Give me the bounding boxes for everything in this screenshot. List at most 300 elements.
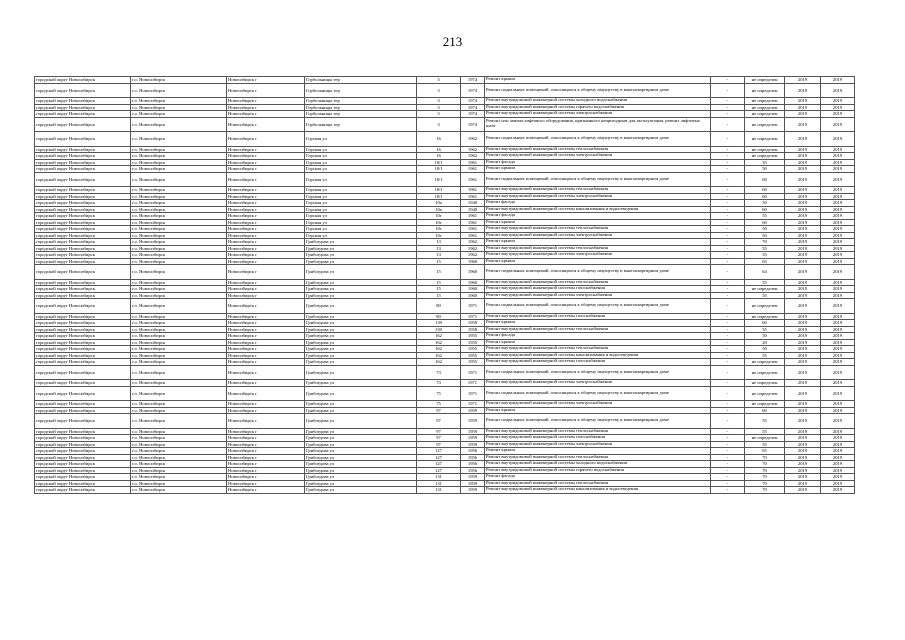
- dash-cell: -: [711, 153, 745, 160]
- street-cell: Горская ул: [305, 187, 417, 194]
- city-cell: Новосибирск г: [227, 265, 305, 280]
- plan-year-start-cell: 2019: [785, 200, 821, 207]
- wear-value-cell: не определен: [745, 104, 785, 111]
- dash-cell: -: [711, 480, 745, 487]
- plan-year-end-cell: 2019: [821, 166, 855, 173]
- wear-value-cell: не определен: [745, 365, 785, 380]
- city-cell: Новосибирск г: [227, 219, 305, 226]
- street-cell: Грибоедова ул: [305, 339, 417, 346]
- city-cell: Новосибирск г: [227, 286, 305, 293]
- house-number-cell: 97: [417, 414, 461, 429]
- wear-value-cell: 50: [745, 346, 785, 353]
- municipal-district-cell: городской округ Новосибирск: [35, 83, 131, 98]
- street-cell: Грибоедова ул: [305, 407, 417, 414]
- municipal-district-cell: городской округ Новосибирск: [35, 352, 131, 359]
- municipal-district-cell: городской округ Новосибирск: [35, 359, 131, 366]
- dash-cell: -: [711, 111, 745, 118]
- plan-year-end-cell: 2019: [821, 386, 855, 401]
- plan-year-start-cell: 2019: [785, 386, 821, 401]
- street-cell: Горбольницы тер: [305, 98, 417, 105]
- municipal-district-cell: городской округ Новосибирск: [35, 265, 131, 280]
- city-cell: Новосибирск г: [227, 454, 305, 461]
- city-cell: Новосибирск г: [227, 258, 305, 265]
- build-year-cell: 1971: [461, 386, 485, 401]
- dash-cell: -: [711, 407, 745, 414]
- plan-year-end-cell: 2019: [821, 401, 855, 408]
- city-cell: Новосибирск г: [227, 252, 305, 259]
- house-number-cell: 16: [417, 146, 461, 153]
- settlement-cell: г.о. Новосибирск: [131, 380, 227, 387]
- plan-year-end-cell: 2019: [821, 265, 855, 280]
- table-row: [35, 365, 855, 380]
- dash-cell: -: [711, 326, 745, 333]
- dash-cell: -: [711, 265, 745, 280]
- settlement-cell: г.о. Новосибирск: [131, 448, 227, 455]
- build-year-cell: 1961: [461, 193, 485, 200]
- build-year-cell: 1955: [461, 359, 485, 366]
- city-cell: Новосибирск г: [227, 339, 305, 346]
- municipal-district-cell: городской округ Новосибирск: [35, 104, 131, 111]
- wear-value-cell: не определен: [745, 435, 785, 442]
- settlement-cell: г.о. Новосибирск: [131, 232, 227, 239]
- settlement-cell: г.о. Новосибирск: [131, 299, 227, 314]
- municipal-district-cell: городской округ Новосибирск: [35, 219, 131, 226]
- street-cell: Грибоедова ул: [305, 239, 417, 246]
- street-cell: Горская ул: [305, 226, 417, 233]
- street-cell: Грибоедова ул: [305, 448, 417, 455]
- build-year-cell: 1959: [461, 407, 485, 414]
- work-type-cell: Ремонт внутридомовой инженерной системы теплоснабжения: [485, 226, 711, 233]
- dash-cell: -: [711, 117, 745, 132]
- work-type-cell: Ремонт внутридомовой инженерной системы газоснабжения: [485, 286, 711, 293]
- wear-value-cell: 70: [745, 239, 785, 246]
- wear-value-cell: не определен: [745, 132, 785, 147]
- house-number-cell: 131: [417, 487, 461, 494]
- plan-year-end-cell: 2019: [821, 299, 855, 314]
- municipal-district-cell: городской округ Новосибирск: [35, 258, 131, 265]
- municipal-district-cell: городской округ Новосибирск: [35, 279, 131, 286]
- dash-cell: -: [711, 467, 745, 474]
- house-number-cell: 73: [417, 380, 461, 387]
- municipal-district-cell: городской округ Новосибирск: [35, 286, 131, 293]
- wear-value-cell: 55: [745, 245, 785, 252]
- settlement-cell: г.о. Новосибирск: [131, 441, 227, 448]
- city-cell: Новосибирск г: [227, 428, 305, 435]
- dash-cell: -: [711, 333, 745, 340]
- wear-value-cell: не определен: [745, 386, 785, 401]
- work-type-cell: Ремонт крыши: [485, 166, 711, 173]
- table-row: [35, 299, 855, 314]
- build-year-cell: 1959: [461, 435, 485, 442]
- plan-year-start-cell: 2019: [785, 448, 821, 455]
- house-number-cell: 139: [417, 326, 461, 333]
- dash-cell: -: [711, 172, 745, 187]
- wear-value-cell: 60: [745, 172, 785, 187]
- work-type-cell: Ремонт внутридомовой инженерной системы теплоснабжения: [485, 326, 711, 333]
- municipal-district-cell: городской округ Новосибирск: [35, 487, 131, 494]
- dash-cell: -: [711, 252, 745, 259]
- dash-cell: -: [711, 365, 745, 380]
- plan-year-end-cell: 2019: [821, 111, 855, 118]
- plan-year-end-cell: 2019: [821, 159, 855, 166]
- plan-year-start-cell: 2019: [785, 166, 821, 173]
- wear-value-cell: 64: [745, 265, 785, 280]
- settlement-cell: г.о. Новосибирск: [131, 187, 227, 194]
- city-cell: Новосибирск г: [227, 333, 305, 340]
- street-cell: Горская ул: [305, 193, 417, 200]
- build-year-cell: 1974: [461, 77, 485, 84]
- settlement-cell: г.о. Новосибирск: [131, 193, 227, 200]
- work-type-cell: Ремонт подвальных помещений, относящихся к общему имуществу в многоквартирном доме: [485, 414, 711, 429]
- work-type-cell: Ремонт или замена лифтового оборудования, признанного непригодным для эксплуатации, ремонт лифтовых шахт: [485, 117, 711, 132]
- plan-year-end-cell: 2019: [821, 313, 855, 320]
- build-year-cell: 1960: [461, 265, 485, 280]
- plan-year-start-cell: 2019: [785, 428, 821, 435]
- settlement-cell: г.о. Новосибирск: [131, 407, 227, 414]
- settlement-cell: г.о. Новосибирск: [131, 252, 227, 259]
- work-type-cell: Ремонт фасада: [485, 474, 711, 481]
- street-cell: Грибоедова ул: [305, 454, 417, 461]
- plan-year-start-cell: 2019: [785, 414, 821, 429]
- municipal-district-cell: городской округ Новосибирск: [35, 320, 131, 327]
- plan-year-start-cell: 2019: [785, 487, 821, 494]
- city-cell: Новосибирск г: [227, 245, 305, 252]
- city-cell: Новосибирск г: [227, 435, 305, 442]
- build-year-cell: 1962: [461, 252, 485, 259]
- street-cell: Грибоедова ул: [305, 359, 417, 366]
- municipal-district-cell: городской округ Новосибирск: [35, 146, 131, 153]
- wear-value-cell: 60: [745, 206, 785, 213]
- plan-year-start-cell: 2019: [785, 326, 821, 333]
- street-cell: Горская ул: [305, 219, 417, 226]
- settlement-cell: г.о. Новосибирск: [131, 286, 227, 293]
- municipal-district-cell: городской округ Новосибирск: [35, 480, 131, 487]
- work-type-cell: Ремонт внутридомовой инженерной системы электроснабжения: [485, 401, 711, 408]
- plan-year-end-cell: 2019: [821, 239, 855, 246]
- plan-year-end-cell: 2019: [821, 448, 855, 455]
- house-number-cell: 3: [417, 111, 461, 118]
- municipal-district-cell: городской округ Новосибирск: [35, 159, 131, 166]
- settlement-cell: г.о. Новосибирск: [131, 414, 227, 429]
- dash-cell: -: [711, 166, 745, 173]
- settlement-cell: г.о. Новосибирск: [131, 401, 227, 408]
- wear-value-cell: не определен: [745, 313, 785, 320]
- build-year-cell: 1974: [461, 111, 485, 118]
- work-type-cell: Ремонт крыши: [485, 239, 711, 246]
- plan-year-start-cell: 2019: [785, 435, 821, 442]
- city-cell: Новосибирск г: [227, 313, 305, 320]
- municipal-district-cell: городской округ Новосибирск: [35, 386, 131, 401]
- municipal-district-cell: городской округ Новосибирск: [35, 454, 131, 461]
- city-cell: Новосибирск г: [227, 77, 305, 84]
- house-number-cell: 73: [417, 365, 461, 380]
- house-number-cell: 15: [417, 286, 461, 293]
- wear-value-cell: 50: [745, 226, 785, 233]
- work-type-cell: Ремонт крыши: [485, 448, 711, 455]
- build-year-cell: 1971: [461, 299, 485, 314]
- dash-cell: -: [711, 454, 745, 461]
- plan-year-start-cell: 2019: [785, 313, 821, 320]
- build-year-cell: 1962: [461, 146, 485, 153]
- municipal-district-cell: городской округ Новосибирск: [35, 461, 131, 468]
- municipal-district-cell: городской округ Новосибирск: [35, 166, 131, 173]
- city-cell: Новосибирск г: [227, 480, 305, 487]
- city-cell: Новосибирск г: [227, 146, 305, 153]
- plan-year-end-cell: 2019: [821, 407, 855, 414]
- municipal-district-cell: городской округ Новосибирск: [35, 172, 131, 187]
- plan-year-start-cell: 2019: [785, 159, 821, 166]
- build-year-cell: 1974: [461, 117, 485, 132]
- city-cell: Новосибирск г: [227, 279, 305, 286]
- house-number-cell: 131: [417, 480, 461, 487]
- work-type-cell: Ремонт внутридомовой инженерной системы горячего водоснабжения: [485, 104, 711, 111]
- settlement-cell: г.о. Новосибирск: [131, 219, 227, 226]
- city-cell: Новосибирск г: [227, 407, 305, 414]
- dash-cell: -: [711, 448, 745, 455]
- city-cell: Новосибирск г: [227, 487, 305, 494]
- house-number-cell: 15: [417, 258, 461, 265]
- build-year-cell: 1960: [461, 258, 485, 265]
- house-number-cell: 18/1: [417, 187, 461, 194]
- settlement-cell: г.о. Новосибирск: [131, 153, 227, 160]
- street-cell: Грибоедова ул: [305, 414, 417, 429]
- city-cell: Новосибирск г: [227, 467, 305, 474]
- dash-cell: -: [711, 380, 745, 387]
- wear-value-cell: 35: [745, 159, 785, 166]
- wear-value-cell: 55: [745, 326, 785, 333]
- municipal-district-cell: городской округ Новосибирск: [35, 333, 131, 340]
- house-number-cell: 18/1: [417, 193, 461, 200]
- plan-year-start-cell: 2019: [785, 146, 821, 153]
- plan-year-end-cell: 2019: [821, 339, 855, 346]
- house-number-cell: 80: [417, 313, 461, 320]
- plan-year-end-cell: 2019: [821, 326, 855, 333]
- city-cell: Новосибирск г: [227, 359, 305, 366]
- plan-year-end-cell: 2019: [821, 117, 855, 132]
- municipal-district-cell: городской округ Новосибирск: [35, 435, 131, 442]
- plan-year-start-cell: 2019: [785, 279, 821, 286]
- house-number-cell: 10г: [417, 219, 461, 226]
- municipal-district-cell: городской округ Новосибирск: [35, 213, 131, 220]
- city-cell: Новосибирск г: [227, 380, 305, 387]
- house-number-cell: 75: [417, 401, 461, 408]
- city-cell: Новосибирск г: [227, 213, 305, 220]
- plan-year-start-cell: 2019: [785, 193, 821, 200]
- dash-cell: -: [711, 313, 745, 320]
- plan-year-start-cell: 2019: [785, 454, 821, 461]
- dash-cell: -: [711, 193, 745, 200]
- wear-value-cell: 55: [745, 279, 785, 286]
- wear-value-cell: 70: [745, 474, 785, 481]
- settlement-cell: г.о. Новосибирск: [131, 146, 227, 153]
- wear-value-cell: 50: [745, 333, 785, 340]
- city-cell: Новосибирск г: [227, 299, 305, 314]
- settlement-cell: г.о. Новосибирск: [131, 172, 227, 187]
- house-number-cell: 97: [417, 435, 461, 442]
- plan-year-start-cell: 2019: [785, 292, 821, 299]
- house-number-cell: 15: [417, 265, 461, 280]
- dash-cell: -: [711, 346, 745, 353]
- plan-year-end-cell: 2019: [821, 245, 855, 252]
- dash-cell: -: [711, 132, 745, 147]
- settlement-cell: г.о. Новосибирск: [131, 359, 227, 366]
- work-type-cell: Ремонт внутридомовой инженерной системы электроснабжения: [485, 193, 711, 200]
- plan-year-start-cell: 2019: [785, 132, 821, 147]
- wear-value-cell: 55: [745, 292, 785, 299]
- plan-year-end-cell: 2019: [821, 286, 855, 293]
- municipal-district-cell: городской округ Новосибирск: [35, 467, 131, 474]
- street-cell: Грибоедова ул: [305, 313, 417, 320]
- dash-cell: -: [711, 213, 745, 220]
- work-type-cell: Ремонт внутридомовой инженерной системы канализования и водоотведения: [485, 487, 711, 494]
- wear-value-cell: не определен: [745, 299, 785, 314]
- work-type-cell: Ремонт подвальных помещений, относящихся к общему имуществу в многоквартирном доме: [485, 365, 711, 380]
- plan-year-start-cell: 2019: [785, 346, 821, 353]
- house-number-cell: 18/1: [417, 166, 461, 173]
- settlement-cell: г.о. Новосибирск: [131, 77, 227, 84]
- settlement-cell: г.о. Новосибирск: [131, 104, 227, 111]
- build-year-cell: 1962: [461, 245, 485, 252]
- street-cell: Грибоедова ул: [305, 326, 417, 333]
- house-number-cell: 13: [417, 245, 461, 252]
- settlement-cell: г.о. Новосибирск: [131, 352, 227, 359]
- house-number-cell: 80: [417, 299, 461, 314]
- build-year-cell: 1959: [461, 480, 485, 487]
- plan-year-end-cell: 2019: [821, 219, 855, 226]
- build-year-cell: 1971: [461, 313, 485, 320]
- city-cell: Новосибирск г: [227, 193, 305, 200]
- house-number-cell: 3: [417, 98, 461, 105]
- dash-cell: -: [711, 239, 745, 246]
- city-cell: Новосибирск г: [227, 206, 305, 213]
- dash-cell: -: [711, 219, 745, 226]
- street-cell: Горбольницы тер: [305, 111, 417, 118]
- work-type-cell: Ремонт внутридомовой инженерной системы теплоснабжения: [485, 346, 711, 353]
- plan-year-start-cell: 2019: [785, 299, 821, 314]
- municipal-district-cell: городской округ Новосибирск: [35, 117, 131, 132]
- settlement-cell: г.о. Новосибирск: [131, 132, 227, 147]
- street-cell: Грибоедова ул: [305, 352, 417, 359]
- plan-year-start-cell: 2019: [785, 117, 821, 132]
- street-cell: Горская ул: [305, 159, 417, 166]
- house-number-cell: 18/1: [417, 159, 461, 166]
- wear-value-cell: не определен: [745, 146, 785, 153]
- build-year-cell: 1974: [461, 104, 485, 111]
- house-number-cell: 127: [417, 454, 461, 461]
- build-year-cell: 1961: [461, 219, 485, 226]
- table-row: [35, 83, 855, 98]
- work-type-cell: Ремонт внутридомовой инженерной системы теплоснабжения: [485, 428, 711, 435]
- work-type-cell: Ремонт подвальных помещений, относящихся к общему имуществу в многоквартирном доме: [485, 172, 711, 187]
- wear-value-cell: 65: [745, 258, 785, 265]
- work-type-cell: Ремонт внутридомовой инженерной системы теплоснабжения: [485, 245, 711, 252]
- municipal-district-cell: городской округ Новосибирск: [35, 132, 131, 147]
- build-year-cell: 1961: [461, 172, 485, 187]
- build-year-cell: 1940: [461, 206, 485, 213]
- work-type-cell: Ремонт внутридомовой инженерной системы теплоснабжения: [485, 480, 711, 487]
- settlement-cell: г.о. Новосибирск: [131, 467, 227, 474]
- dash-cell: -: [711, 286, 745, 293]
- wear-value-cell: не определен: [745, 77, 785, 84]
- plan-year-start-cell: 2019: [785, 258, 821, 265]
- city-cell: Новосибирск г: [227, 117, 305, 132]
- wear-value-cell: 60: [745, 407, 785, 414]
- plan-year-start-cell: 2019: [785, 480, 821, 487]
- street-cell: Грибоедова ул: [305, 401, 417, 408]
- plan-year-start-cell: 2019: [785, 359, 821, 366]
- wear-value-cell: не определен: [745, 83, 785, 98]
- wear-value-cell: 60: [745, 320, 785, 327]
- municipal-district-cell: городской округ Новосибирск: [35, 187, 131, 194]
- street-cell: Горбольницы тер: [305, 117, 417, 132]
- city-cell: Новосибирск г: [227, 352, 305, 359]
- city-cell: Новосибирск г: [227, 239, 305, 246]
- wear-value-cell: 55: [745, 252, 785, 259]
- dash-cell: -: [711, 487, 745, 494]
- build-year-cell: 1961: [461, 159, 485, 166]
- wear-value-cell: 70: [745, 454, 785, 461]
- build-year-cell: 1958: [461, 326, 485, 333]
- dash-cell: -: [711, 441, 745, 448]
- work-type-cell: Ремонт внутридомовой инженерной системы теплоснабжения: [485, 454, 711, 461]
- build-year-cell: 1971: [461, 380, 485, 387]
- table-row: [35, 117, 855, 132]
- municipal-district-cell: городской округ Новосибирск: [35, 346, 131, 353]
- plan-year-start-cell: 2019: [785, 461, 821, 468]
- house-number-cell: 127: [417, 467, 461, 474]
- table-row: [35, 172, 855, 187]
- table-row: [35, 132, 855, 147]
- street-cell: Горская ул: [305, 206, 417, 213]
- plan-year-start-cell: 2019: [785, 474, 821, 481]
- plan-year-end-cell: 2019: [821, 132, 855, 147]
- house-number-cell: 10а: [417, 206, 461, 213]
- plan-year-end-cell: 2019: [821, 414, 855, 429]
- build-year-cell: 1956: [461, 467, 485, 474]
- plan-year-start-cell: 2019: [785, 213, 821, 220]
- plan-year-end-cell: 2019: [821, 258, 855, 265]
- work-type-cell: Ремонт подвальных помещений, относящихся к общему имуществу в многоквартирном доме: [485, 83, 711, 98]
- settlement-cell: г.о. Новосибирск: [131, 226, 227, 233]
- street-cell: Грибоедова ул: [305, 435, 417, 442]
- house-number-cell: 3: [417, 117, 461, 132]
- plan-year-start-cell: 2019: [785, 98, 821, 105]
- settlement-cell: г.о. Новосибирск: [131, 435, 227, 442]
- work-type-cell: Ремонт фасада: [485, 200, 711, 207]
- settlement-cell: г.о. Новосибирск: [131, 326, 227, 333]
- municipal-district-cell: городской округ Новосибирск: [35, 200, 131, 207]
- municipal-district-cell: городской округ Новосибирск: [35, 407, 131, 414]
- work-type-cell: Ремонт внутридомовой инженерной системы электроснабжения: [485, 380, 711, 387]
- city-cell: Новосибирск г: [227, 401, 305, 408]
- street-cell: Горбольницы тер: [305, 104, 417, 111]
- table-body: [35, 77, 855, 494]
- city-cell: Новосибирск г: [227, 226, 305, 233]
- city-cell: Новосибирск г: [227, 441, 305, 448]
- city-cell: Новосибирск г: [227, 83, 305, 98]
- plan-year-end-cell: 2019: [821, 146, 855, 153]
- plan-year-start-cell: 2019: [785, 380, 821, 387]
- plan-year-end-cell: 2019: [821, 104, 855, 111]
- plan-year-start-cell: 2019: [785, 441, 821, 448]
- plan-year-end-cell: 2019: [821, 380, 855, 387]
- street-cell: Горбольницы тер: [305, 77, 417, 84]
- street-cell: Горская ул: [305, 146, 417, 153]
- build-year-cell: 1959: [461, 414, 485, 429]
- city-cell: Новосибирск г: [227, 448, 305, 455]
- work-type-cell: Ремонт внутридомовой инженерной системы канализования и водоотведения: [485, 352, 711, 359]
- work-type-cell: Ремонт внутридомовой инженерной системы теплоснабжения: [485, 279, 711, 286]
